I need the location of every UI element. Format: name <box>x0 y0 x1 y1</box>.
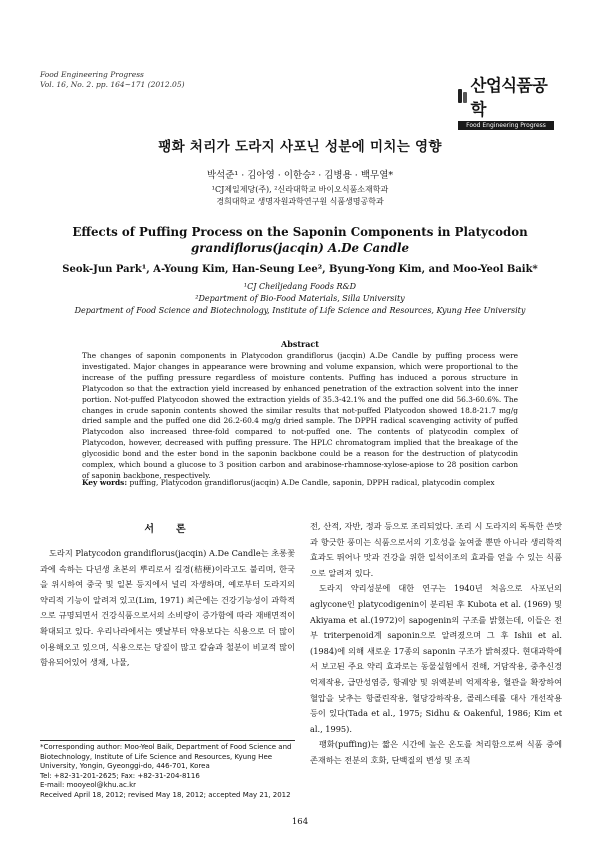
korean-affiliation-2: 경희대학교 생명자원과학연구원 식품생명공학과 <box>216 197 384 206</box>
english-title <box>60 224 540 256</box>
logo-subtitle: Food Engineering Progress <box>458 121 554 130</box>
english-affiliations <box>0 281 600 317</box>
journal-header <box>40 70 185 90</box>
korean-affiliations <box>0 184 600 208</box>
body-column-left <box>40 546 295 671</box>
english-affiliation-3: Department of Food Science and Biotechnology, Institute of Life Science and Resources, Kyung Hee University <box>74 306 526 315</box>
korean-affiliation-1: ¹CJ제일제당(주), ²신라대학교 바이오식품소재학과 <box>211 185 389 194</box>
journal-volume: Vol. 16, No. 2. pp. 164~171 (2012.05) <box>40 80 185 89</box>
korean-title: 팽화 처리가 도라지 사포닌 성분에 미치는 영향 <box>158 139 442 155</box>
keywords-label: Key words: <box>82 478 128 487</box>
english-affiliation-2: ²Department of Bio-Food Materials, Silla University <box>195 294 405 303</box>
body-column-right <box>310 519 562 769</box>
abstract-heading: Abstract <box>281 339 319 349</box>
journal-logo <box>458 72 558 129</box>
english-title-line-2: grandiflorus(jacqin) A.De Candle <box>191 241 409 255</box>
body-paragraph: 도라지 약리성분에 대한 연구는 1940년 처음으로 사포닌의 aglycone인 platycodigenin이 분리된 후 Kubota et al. (1969) 및 Akiyama et al.(1972)이 sapogenin의 구조를 밝혔는데, 이들은 전부 triterpenoid계 saponin으로 알려졌으며 그 후 Ishii et al.(1984)에 의해 새로운 17종의 saponin 구조가 밝혀졌다. 현대과학에서 보고된 주요 약리 효과로는 동물실험에서 진해, 거담작용, 중추신경 억제작용, 급만성염증, 항궤양 및 위액분비 억제작용, 혈관을 확장하여 혈압을 낮추는 항콜린작용, 혈당강하작용, 콜레스테롤 대사 개선작용 등이 있다(Tada et al., 1975; Sidhu & Oakenful, 1986; Kim et al., 1995). <box>310 583 562 734</box>
english-authors: Seok-Jun Park¹, A-Young Kim, Han-Seung Lee², Byung-Yong Kim, and Moo-Yeol Baik* <box>62 264 538 275</box>
keywords <box>82 478 518 487</box>
corresponding-author-footnote <box>40 743 298 801</box>
body-paragraph: 팽화(puffing)는 짧은 시간에 높은 온도를 처리함으로써 식품 중에 존재하는 전분의 호화, 단백질의 변성 및 조직 <box>310 739 562 765</box>
body-paragraph: 도라지 Platycodon grandiflorus(jacqin) A.De Candle는 초롱꽃 과에 속하는 다년생 초본의 뿌리로서 길경(桔梗)이라고도 불리며, 한국을 위시하여 중국 및 일본 등지에서 널리 자생하며, 예로부터 도라지의 약리적 기능이 알려져 있고(Lim, 1971) 최근에는 건강기능성이 과학적으로 규명되면서 건강식품으로서의 소비량이 증가함에 따라 재배면적이 확대되고 있다. 우리나라에서는 옛날부터 약용보다는 식용으로 더 많이 이용해오고 있으며, 식용으로는 당질이 많고 칼슘과 철분이 비교적 많이 함유되어있어 생채, 나물, <box>40 548 295 668</box>
footnote-phone: Tel: +82-31-201-2625; Fax: +82-31-204-8116 <box>40 771 200 780</box>
section-heading-introduction: 서론 <box>144 524 208 535</box>
abstract-text: The changes of saponin components in Platycodon grandiflorus (jacqin) A.De Candle by puffing process were investigated. Major changes in appearance were browning and volume expansion, which were proportional to the increase of the puffing pressure regardless of moisture contents. Puffing has induced a porous structure in Platycodon so that the extraction yield increased by enhanced penetration of the extraction solvent into the inner portion. Not-puffed Platycodon showed the extraction yields of 35.3-42.1% and the puffed one did 56.3-60.6%. The changes in crude saponin contents showed the similar results that not-puffed Platycodon showed 18.8-21.7 mg/g dried sample and the puffed one did 26.2-60.4 mg/g dried sample. The DPPH radical scavenging activity of puffed Platycodon also increased three-fold compared to not-puffed one. The contents of platycodin complex of Platycodon, however, decreased with puffing pressure. The HPLC chromatogram implied that the breakage of the glycosidic bond and the ester bond in the saponin backbone could be a reason for the destruction of platycodin complex, which bound a glucose to 3 position carbon and arabinose-rhamnose-xylose-apiose to 28 position carbon of saponin backbone, respectively. <box>82 351 518 480</box>
korean-authors: 박석준¹ · 김아영 · 이한승² · 김병용 · 백무열* <box>206 170 394 181</box>
footnote-email[interactable]: E-mail: mooyeol@khu.ac.kr <box>40 781 137 790</box>
footnote-dates: Received April 18, 2012; revised May 18, 2012; accepted May 21, 2012 <box>40 790 291 799</box>
keywords-text: puffing, Platycodon grandiflorus(jacqin) A.De Candle, saponin, DPPH radical, platycodin complex <box>129 478 495 487</box>
page-number: 164 <box>291 817 309 827</box>
english-title-line-1: Effects of Puffing Process on the Saponin Components in Platycodon <box>72 225 528 239</box>
logo-mark-icon <box>458 89 468 103</box>
body-paragraph: 전, 산적, 자반, 정과 등으로 조리되었다. 조리 시 도라지의 독특한 쓴맛과 향긋한 풍미는 식품으로서의 기호성을 높여줄 뿐만 아니라 생리학적 효과도 뛰어나 맛과 건강을 위한 일석이조의 효과를 얻을 수 있는 식품으로 알려져 있다. <box>310 521 562 578</box>
journal-name: Food Engineering Progress <box>40 70 144 79</box>
footnote-author: *Corresponding author: Moo-Yeol Baik, Department of Food Science and Biotechnology, Institute of Life Science and Resources, Kyung Hee University, Yongin, Gyeonggi-do, 446-701, Korea <box>40 743 292 771</box>
logo-text: 산업식품공학 <box>470 76 548 119</box>
footnote-divider <box>40 740 295 741</box>
english-affiliation-1: ¹CJ Cheiljedang Foods R&D <box>243 282 357 291</box>
